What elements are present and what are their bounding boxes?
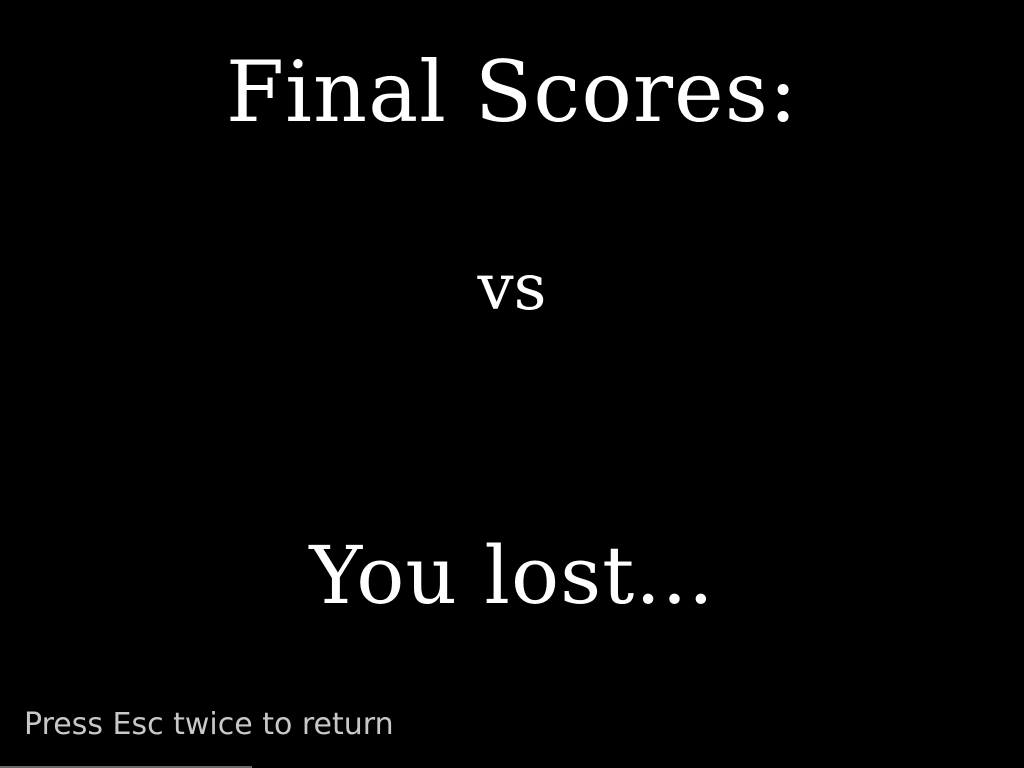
final-scores-title: Final Scores: [225, 43, 799, 141]
return-hint: Press Esc twice to return [24, 707, 394, 742]
result-message: You lost... [309, 529, 715, 622]
versus-label: vs [477, 251, 547, 325]
